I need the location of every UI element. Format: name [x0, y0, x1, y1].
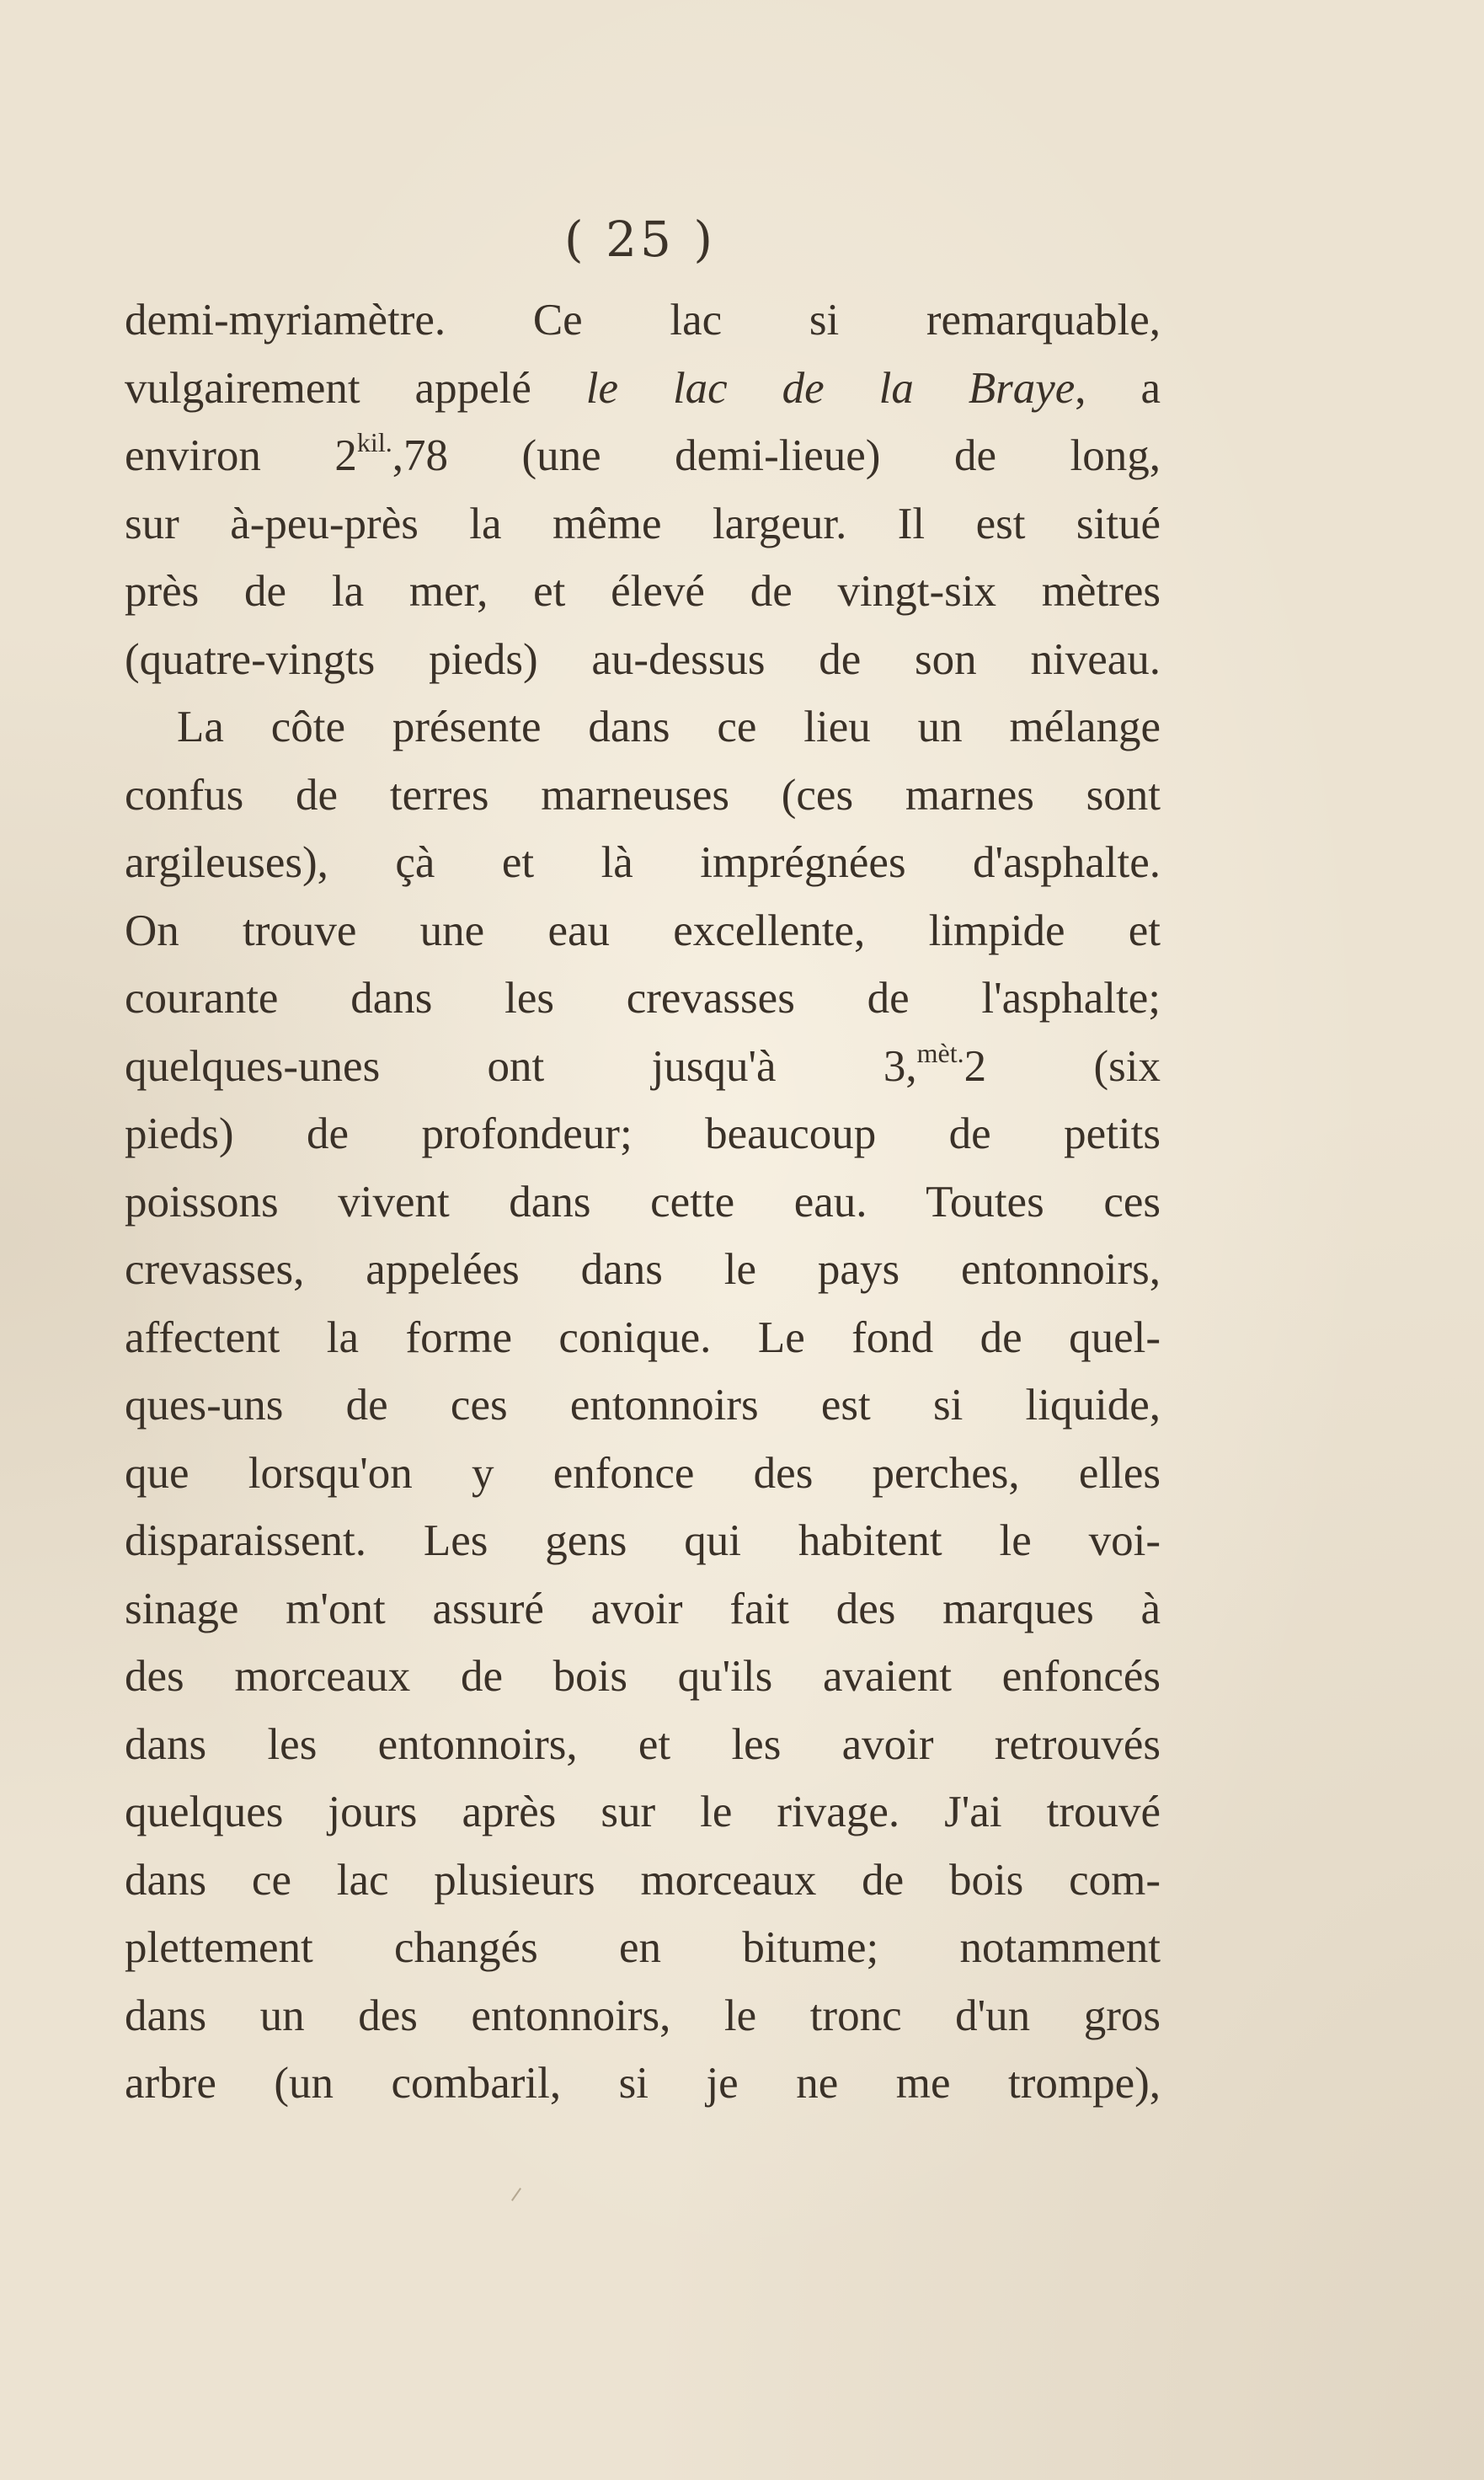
body-text: [125, 286, 1161, 2118]
text-segment: environ 2: [125, 431, 357, 480]
page-number: ( 25 ): [564, 211, 716, 268]
italic-place-name: le lac de la Braye: [585, 363, 1076, 413]
text-line: (quatre-vingts pieds) au-dessus de son niveau.: [125, 634, 1161, 684]
text-segment: ,78 (une demi-lieue) de long,: [392, 431, 1161, 480]
paragraph-start-line: La côte présente dans ce lieu un mélange: [177, 703, 1161, 751]
text-line: crevasses, appelées dans le pays entonnoirs,: [125, 1245, 1161, 1294]
text-line: près de la mer, et élevé de vingt-six mètres: [125, 567, 1161, 616]
text-line: [125, 1033, 1161, 1101]
text-line: On trouve une eau excellente, limpide et: [125, 906, 1161, 955]
text-segment: 2 (six: [964, 1041, 1161, 1091]
text-line: arbre (un combaril, si je ne me trompe),: [125, 2059, 1161, 2108]
text-line: que lorsqu'on y enfonce des perches, elles: [125, 1448, 1161, 1498]
text-line: affectent la forme conique. Le fond de quel-: [125, 1312, 1161, 1362]
text-line: confus de terres marneuses (ces marnes sont: [125, 770, 1161, 820]
paper-blemish: [511, 2188, 521, 2201]
superscript-unit: kil.: [356, 427, 392, 457]
text-line: ques-uns de ces entonnoirs est si liquide,: [125, 1381, 1161, 1430]
text-line: sur à-peu-près la même largeur. Il est situé: [125, 499, 1161, 548]
text-line: quelques jours après sur le rivage. J'ai trouvé: [125, 1788, 1161, 1836]
text-line: pieds) de profondeur; beaucoup de petits: [125, 1109, 1161, 1158]
text-line: sinage m'ont assuré avoir fait des marques à: [125, 1584, 1161, 1633]
text-line: plettement changés en bitume; notamment: [125, 1923, 1161, 1972]
text-line: courante dans les crevasses de l'asphalte;: [125, 974, 1161, 1023]
text-line: argileuses), çà et là imprégnées d'asphalte.: [125, 838, 1161, 887]
text-line: disparaissent. Les gens qui habitent le voi-: [125, 1516, 1161, 1565]
text-line: [125, 355, 1161, 423]
text-line: [125, 422, 1161, 490]
superscript-unit: mèt.: [916, 1037, 964, 1068]
text-line: dans ce lac plusieurs morceaux de bois com-: [125, 1855, 1161, 1905]
text-segment: , a: [1075, 363, 1161, 413]
text-line: poissons vivent dans cette eau. Toutes ces: [125, 1177, 1161, 1227]
text-line: dans les entonnoirs, et les avoir retrouvés: [125, 1719, 1161, 1769]
text-line: demi-myriamètre. Ce lac si remarquable,: [125, 296, 1161, 345]
text-line: dans un des entonnoirs, le tronc d'un gros: [125, 1991, 1161, 2040]
text-segment: quelques-unes ont jusqu'à 3,: [125, 1041, 917, 1091]
text-segment: vulgairement appelé: [125, 363, 586, 413]
text-line: des morceaux de bois qu'ils avaient enfoncés: [125, 1652, 1161, 1701]
